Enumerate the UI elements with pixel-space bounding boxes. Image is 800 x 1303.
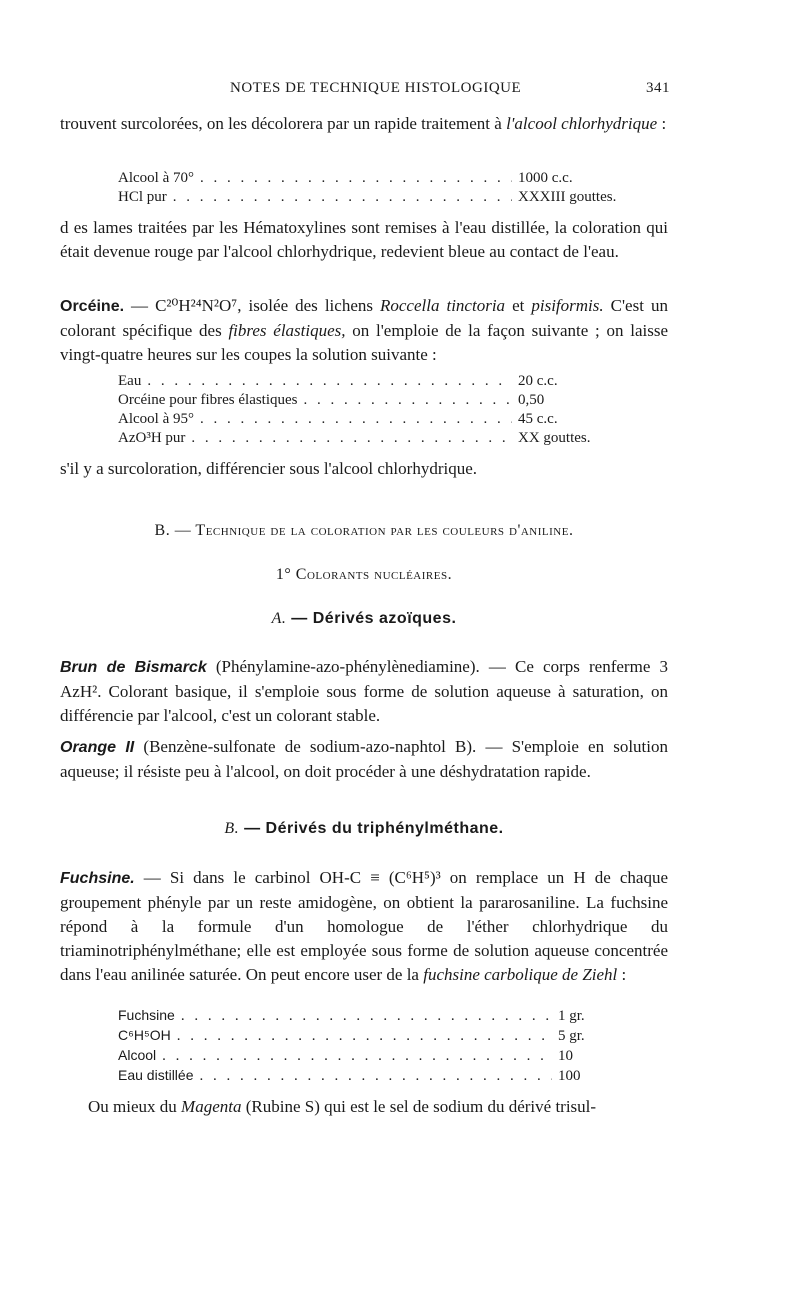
ingredient-label: Alcool à 70° [118, 170, 194, 186]
ingredient-label: Fuchsine [118, 1007, 175, 1023]
recipe-alcool-chlorhydrique [118, 169, 638, 207]
bismarck-paragraph [60, 655, 668, 728]
fuchsine-italic: fuchsine carbolique de Ziehl [423, 965, 618, 984]
bismarck-title: Brun de Bismarck [60, 659, 207, 676]
ingredient-label: Alcool à 95° [118, 411, 194, 427]
orceine-text: — C²⁰H²⁴N²O⁷, isolée des lichens [124, 296, 380, 315]
ingredient-value: 0,50 [518, 392, 545, 408]
ingredient-label: AzO³H pur [118, 430, 186, 446]
ingredient-value: 20 c.c. [518, 373, 558, 389]
ingredient-value: 100 [558, 1068, 581, 1084]
recipe-row [118, 391, 638, 410]
ingredient-value: 1 gr. [558, 1008, 585, 1024]
magenta-text: Ou mieux du [88, 1097, 182, 1116]
recipe-row [118, 372, 638, 391]
intro-text: trouvent surcolorées, on les décolorera par un rapide traitement à [60, 114, 507, 133]
orange-title: Orange II [60, 739, 135, 756]
orceine-italic: Roccella tinctoria [380, 296, 506, 315]
intro-paragraph [60, 112, 668, 136]
orceine-text: C'est un colorant spécifique des [60, 296, 668, 340]
orceine-title: Orcéine. [60, 298, 125, 315]
fuchsine-text-end: : [617, 965, 627, 984]
ingredient-value: XX gouttes. [518, 430, 591, 446]
ingredient-label: Eau [118, 373, 142, 389]
intro-text-end: : [657, 114, 667, 133]
ingredient-label: C⁶H⁵OH [118, 1027, 171, 1043]
magenta-paragraph [60, 1095, 668, 1119]
orceine-italic: fibres élastiques, [228, 321, 346, 340]
recipe-row [118, 188, 638, 207]
ingredient-value: 5 gr. [558, 1028, 585, 1044]
running-header [60, 80, 668, 100]
heading-text: — Dérivés du triphénylméthane. [239, 820, 504, 837]
magenta-italic: Magenta [181, 1097, 242, 1116]
orceine-text: et [505, 296, 532, 315]
recipe-row [118, 1066, 638, 1086]
magenta-text-end: (Rubine S) qui est le sel de sodium du dérivé trisul- [241, 1097, 597, 1116]
ingredient-label: Orcéine pour fibres élastiques [118, 392, 298, 408]
bismarck-text: (Phénylamine-azo-phénylènediamine). — Ce corps renferme 3 AzH². Colorant basique, il s'emploie sous forme de solution aqueuse à saturation, on différencie par l'alcool, c'est un colorant stable. [60, 657, 669, 725]
ingredient-value: 1000 c.c. [518, 170, 573, 186]
orceine-text: on l'emploie de la façon suivante ; on laisse vingt-quatre heures sur les coupes la solution suivante : [60, 321, 668, 364]
heading-text: — Dérivés azoïques. [286, 610, 457, 627]
ingredient-value: XXXIII gouttes. [518, 189, 617, 205]
hematoxylines-paragraph: d es lames traitées par les Hématoxylines sont remises à l'eau distillée, la coloration qui était devenue rouge par l'alcool chlorhydrique, redevient bleue au contact de l'eau. [60, 218, 668, 261]
recipe-row [118, 169, 638, 188]
recipe-row [118, 1046, 638, 1066]
section-heading-b: B. — Technique de la coloration par les couleurs d'aniline. [154, 522, 574, 539]
surcoloration-paragraph: s'il y a surcoloration, différencier sous l'alcool chlorhydrique. [60, 459, 477, 478]
subsection-heading-triphenylmethane [60, 820, 668, 838]
recipe-row [118, 429, 638, 448]
orceine-italic: pisiformis. [531, 296, 604, 315]
page-number: 341 [646, 80, 670, 96]
subsection-heading-azoiques [60, 610, 668, 628]
running-title: NOTES DE TECHNIQUE HISTOLOGIQUE [230, 80, 522, 96]
intro-italic: l'alcool chlorhydrique [506, 114, 658, 133]
ingredient-value: 10 [558, 1048, 573, 1064]
heading-letter: A. [271, 610, 287, 627]
recipe-row [118, 1026, 638, 1046]
fuchsine-text: — Si dans le carbinol OH-C ≡ (C⁶H⁵)³ on remplace un H de chaque groupement phényle par un reste amidogène, on obtient la pararosaniline. La fuchsine répond à la formule d'un homologue de l'éther chlorhydrique du triaminotriphénylméthane; elle est employée sous forme de solution aqueuse concentrée dans l'eau anilinée saturée. On peut encore user de la [60, 868, 668, 984]
recipe-ziehl [118, 1006, 638, 1086]
orceine-paragraph [60, 294, 668, 367]
recipe-orceine [118, 372, 638, 448]
ingredient-value: 45 c.c. [518, 411, 558, 427]
orange-paragraph [60, 735, 668, 784]
ingredient-label: Alcool [118, 1047, 157, 1063]
orange-text: (Benzène-sulfonate de sodium-azo-naphtol B). — S'emploie en solution aqueuse; il résiste peu à l'alcool, on doit procéder à une déshydratation rapide. [60, 737, 669, 781]
heading-letter: B. [224, 820, 240, 837]
recipe-row [118, 410, 638, 429]
fuchsine-paragraph [60, 866, 668, 987]
recipe-row [118, 1006, 638, 1026]
ingredient-label: HCl pur [118, 189, 167, 205]
subsection-heading-colorants: 1° Colorants nucléaires. [275, 566, 453, 583]
fuchsine-title: Fuchsine. [60, 870, 135, 887]
ingredient-label: Eau distillée [118, 1067, 194, 1083]
